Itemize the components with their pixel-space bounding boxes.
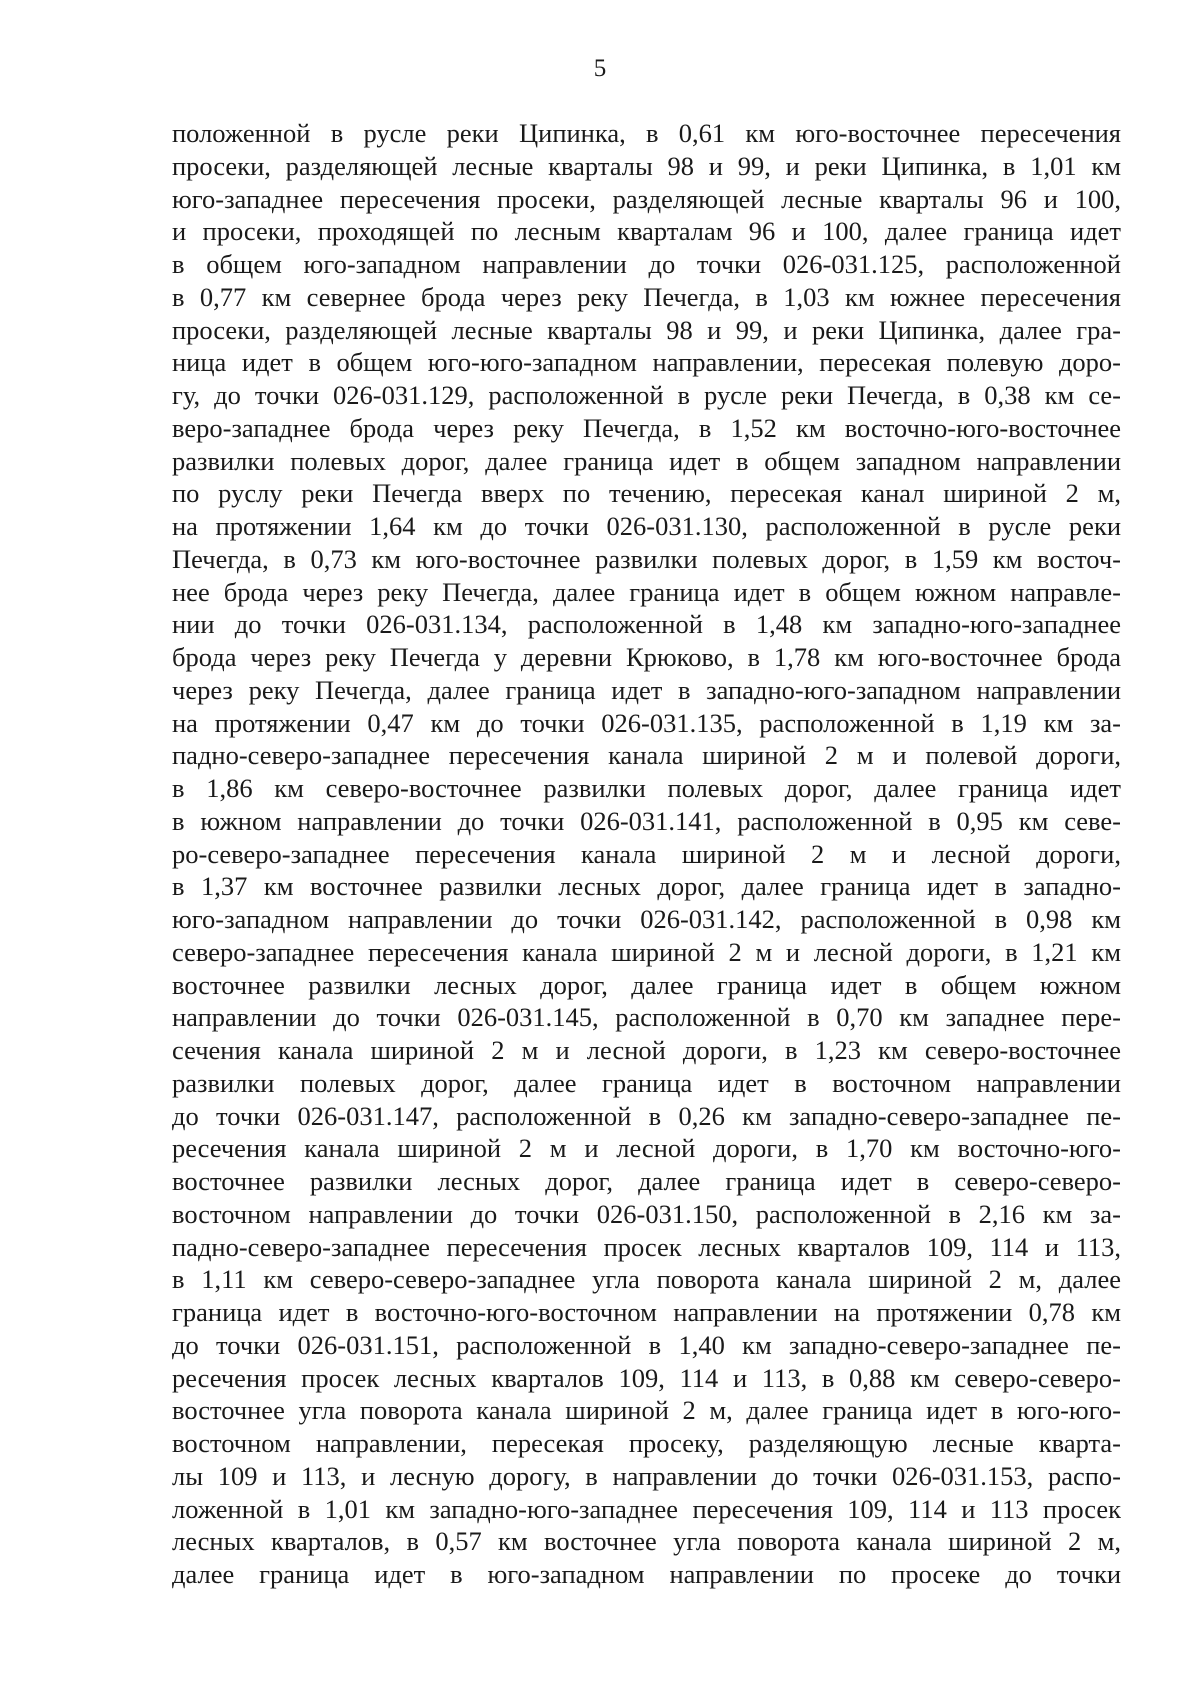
text-line: далее граница идет в юго-западном направлении по просеке до точки — [172, 1559, 1121, 1589]
text-line: и просеки, проходящей по лесным кварталам 96 и 100, далее граница идет — [172, 216, 1121, 247]
text-line: направлении до точки 026-031.145, расположенной в 0,70 км западнее пере- — [172, 1002, 1121, 1033]
text-line: восточнее развилки лесных дорог, далее граница идет в общем южном — [172, 969, 1121, 1000]
text-line: лесных кварталов, в 0,57 км восточнее угла поворота канала шириной 2 м, — [172, 1526, 1121, 1557]
text-line: в 1,11 км северо-северо-западнее угла поворота канала шириной 2 м, далее — [172, 1264, 1121, 1295]
text-line: в 1,86 км северо-восточнее развилки полевых дорог, далее граница идет — [172, 773, 1121, 803]
text-line: через реку Печегда, далее граница идет в западно-юго-западном направлении — [172, 674, 1121, 705]
text-line: восточном направлении, пересекая просеку, разделяющую лесные кварта- — [172, 1428, 1121, 1458]
text-line: ница идет в общем юго-юго-западном направлении, пересекая полевую доро- — [172, 347, 1121, 378]
text-line: ресечения просек лесных кварталов 109, 114 и 113, в 0,88 км северо-северо- — [172, 1362, 1121, 1393]
text-line: гу, до точки 026-031.129, расположенной в русле реки Печегда, в 0,38 км се- — [172, 380, 1121, 410]
text-line: развилки полевых дорог, далее граница идет в общем западном направлении — [172, 445, 1121, 476]
text-line: до точки 026-031.151, расположенной в 1,40 км западно-северо-западнее пе- — [172, 1329, 1121, 1360]
text-line: северо-западнее пересечения канала шириной 2 м и лесной дороги, в 1,21 км — [172, 936, 1121, 967]
text-line: положенной в русле реки Ципинка, в 0,61 км юго-восточнее пересечения — [172, 118, 1121, 148]
body-text — [172, 117, 1121, 1591]
text-line: восточном направлении до точки 026-031.150, расположенной в 2,16 км за- — [172, 1198, 1121, 1229]
text-line: в южном направлении до точки 026-031.141, расположенной в 0,95 км севе- — [172, 805, 1121, 836]
text-line: юго-западном направлении до точки 026-031.142, расположенной в 0,98 км — [172, 904, 1121, 934]
text-line: просеки, разделяющей лесные кварталы 98 и 99, и реки Ципинка, далее гра- — [172, 314, 1121, 345]
text-line: в 0,77 км севернее брода через реку Печегда, в 1,03 км южнее пересечения — [172, 281, 1121, 312]
text-line: брода через реку Печегда у деревни Крюково, в 1,78 км юго-восточнее брода — [172, 642, 1121, 672]
text-line: ложенной в 1,01 км западно-юго-западнее пересечения 109, 114 и 113 просек — [172, 1493, 1121, 1524]
text-line: на протяжении 1,64 км до точки 026-031.130, расположенной в русле реки — [172, 511, 1121, 541]
text-line: в 1,37 км восточнее развилки лесных дорог, далее граница идет в западно- — [172, 871, 1121, 902]
text-line: просеки, разделяющей лесные кварталы 98 и 99, и реки Ципинка, в 1,01 км — [172, 150, 1121, 181]
page-number: 5 — [593, 55, 607, 82]
text-line: до точки 026-031.147, расположенной в 0,26 км западно-северо-западнее пе- — [172, 1100, 1121, 1131]
text-line: веро-западнее брода через реку Печегда, в 1,52 км восточно-юго-восточнее — [172, 412, 1121, 443]
text-line: сечения канала шириной 2 м и лесной дороги, в 1,23 км северо-восточнее — [172, 1035, 1121, 1065]
text-line: восточнее угла поворота канала шириной 2 м, далее граница идет в юго-юго- — [172, 1395, 1121, 1426]
text-line: нее брода через реку Печегда, далее граница идет в общем южном направле- — [172, 576, 1121, 607]
text-line: в общем юго-западном направлении до точки 026-031.125, расположенной — [172, 249, 1121, 279]
text-line: Печегда, в 0,73 км юго-восточнее развилки полевых дорог, в 1,59 км восточ- — [172, 543, 1121, 574]
text-line: ресечения канала шириной 2 м и лесной дороги, в 1,70 км восточно-юго- — [172, 1133, 1121, 1164]
text-line: падно-северо-западнее пересечения просек лесных кварталов 109, 114 и 113, — [172, 1231, 1121, 1262]
text-line: ро-северо-западнее пересечения канала шириной 2 м и лесной дороги, — [172, 838, 1121, 869]
text-line: развилки полевых дорог, далее граница идет в восточном направлении — [172, 1067, 1121, 1098]
text-line: восточнее развилки лесных дорог, далее граница идет в северо-северо- — [172, 1166, 1121, 1196]
text-line: по руслу реки Печегда вверх по течению, пересекая канал шириной 2 м, — [172, 478, 1121, 509]
text-line: падно-северо-западнее пересечения канала шириной 2 м и полевой дороги, — [172, 740, 1121, 771]
text-line: нии до точки 026-031.134, расположенной в 1,48 км западно-юго-западнее — [172, 609, 1121, 640]
text-line: граница идет в восточно-юго-восточном направлении на протяжении 0,78 км — [172, 1297, 1121, 1327]
text-line: лы 109 и 113, и лесную дорогу, в направлении до точки 026-031.153, распо- — [172, 1460, 1121, 1491]
text-line: юго-западнее пересечения просеки, разделяющей лесные кварталы 96 и 100, — [172, 183, 1121, 214]
text-line: на протяжении 0,47 км до точки 026-031.135, расположенной в 1,19 км за- — [172, 707, 1121, 738]
